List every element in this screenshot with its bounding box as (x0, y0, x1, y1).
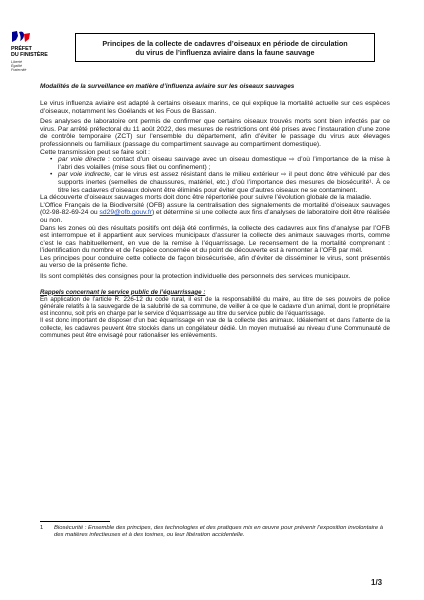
footnote (40, 525, 390, 538)
email-link[interactable]: sd29@ofb.gouv.fr (99, 209, 152, 217)
paragraph: La découverte d’oiseaux sauvages morts doit donc être répertoriée pour suivre l’évolution globale de la maladie. (40, 194, 372, 202)
logo-motto-line: Égalité (11, 64, 22, 68)
paragraph-text: L’Office Français de la Biodiversité (OFB) assure la centralisation des signalements de mortalité d’oiseaux sauvages ( (40, 201, 390, 217)
paragraph-text: ou (88, 209, 100, 217)
document-body (40, 100, 390, 339)
phone-number: 02-98-82-69-24 (42, 209, 89, 217)
list-item-text: : contact d’un oiseau sauvage avec un oiseau domestique ⇨ d’où l’importance de la mise à l’abri des volailles (mise sous filet ou confinement) ; (58, 156, 390, 171)
marianne-icon (11, 30, 31, 44)
paragraph: En application de l’article R. 226-12 du code rural, il est de la responsabilité du maire, au titre de ses pouvoirs de police générale relatifs à la sauvegarde de la salubrité de sa commune, de veiller à ce que le cadavre d’un animal, dont le propriétaire est inconnu, soit pris en charge par le service d’équarrissage au titre du service public de l’équarrissage. (40, 295, 390, 318)
paragraph: Les principes pour conduire cette collecte de façon biosécurisée, afin d’éviter de disséminer le virus, sont présentés au verso de la présente fiche. (40, 254, 390, 270)
list-item (50, 156, 390, 171)
paragraph: Des analyses de laboratoire ont permis de confirmer que certains oiseaux trouvés morts sont bien infectés par ce virus. Par arrêté préfectoral du 11 août 2022, des mesures de restrictions ont été prises avec l’instauration d’une zone de contrôle temporaire (ZCT) sur l’ensemble du département, afin d’éviter le passage du virus aux élevages professionnels ou familiaux (passage du compartiment sauvage au compartiment domestique). (40, 118, 390, 148)
footnote-label: Biosécurité (54, 525, 84, 531)
prefet-logo (11, 30, 69, 72)
list-item-label: par voie directe (58, 156, 106, 164)
document-title-line: du virus de l’influenza aviaire dans la faune sauvage (135, 47, 315, 57)
section-subtitle: Modalités de la surveillance en matière d’influenza aviaire sur les oiseaux sauvages (40, 83, 295, 90)
paragraph: Ils sont complétés des consignes pour la protection individuelle des personnels des services municipaux. (40, 273, 351, 281)
logo-title-line: DU FINISTÈRE (11, 52, 48, 58)
document-title-box (75, 33, 375, 62)
logo-title-line: PRÉFET (11, 46, 32, 52)
footnote-text-block (54, 525, 388, 538)
logo-motto-line: Liberté (11, 60, 22, 64)
list-item (50, 171, 390, 194)
paragraph-text: ) et détermine si une collecte aux fins d’analyses de laboratoire doit être réalisée ou non. (40, 209, 390, 224)
document-title-line: Principes de la collecte de cadavres d’oiseaux en période de circulation (102, 38, 348, 48)
paragraph: Il est donc important de disposer d’un bac équarrissage en vue de la collecte des animaux. Idéalement et dans l’attente de la collecte, les cadavres peuvent être stockés dans un congélateur dédié. Un moyen mutualisé au niveau d’une Communauté de communes peut être envisagé pour rationaliser les enlèvements. (40, 317, 390, 339)
paragraph: Le virus influenza aviaire est adapté à certains oiseaux marins, ce qui explique la mortalité actuelle sur ces espèces d’oiseaux, notamment les Goélands et les Fous de Bassan. (40, 100, 390, 115)
paragraph: Dans les zones où des résultats positifs ont déjà été confirmés, la collecte des cadavres aux fins d’analyse par l’OFB est interrompue et il appartient aux services municipaux d’assurer la collecte des animaux sauvages morts, comme c’est le cas habituellement, en vue de la remise à l’équarrissage. Le recensement de la mortalité comprenant : l’identification du nombre et de l’espèce concernée et du point de découverte est à remonter à l’OFB par mél. (40, 224, 390, 255)
page-number: 1/3 (371, 578, 383, 587)
footnote-number: 1 (40, 525, 44, 531)
transmission-list (40, 156, 390, 194)
paragraph: Cette transmission peut se faire soit : (40, 148, 151, 156)
logo-motto-line: Fraternité (11, 68, 27, 72)
paragraph (40, 202, 390, 225)
logo-motto (11, 60, 69, 72)
list-item-text: , car le virus est assez résistant dans le milieu extérieur ⇨ il peut donc être véhiculé par des supports inertes (semelles de chaussures, matériel, etc.) d’où l’importance des mesures de biosécurité¹. À ce titre les cadavres d’oiseaux doivent être éliminés pour éviter que d’autres oiseaux ne se contaminent. (58, 171, 390, 194)
rappels-title: Rappels concernant le service public de l’équarrissage : (40, 288, 206, 296)
footnote-text: : Ensemble des principes, des technologies et des pratiques mis en œuvre pour prévenir l’exposition involontaire à des matières infectieuses et à des toxines, ou leur libération accidentelle. (54, 525, 384, 538)
logo-title (11, 46, 69, 58)
footnote-separator (40, 521, 110, 522)
list-item-label: par voie indirecte (58, 171, 110, 179)
